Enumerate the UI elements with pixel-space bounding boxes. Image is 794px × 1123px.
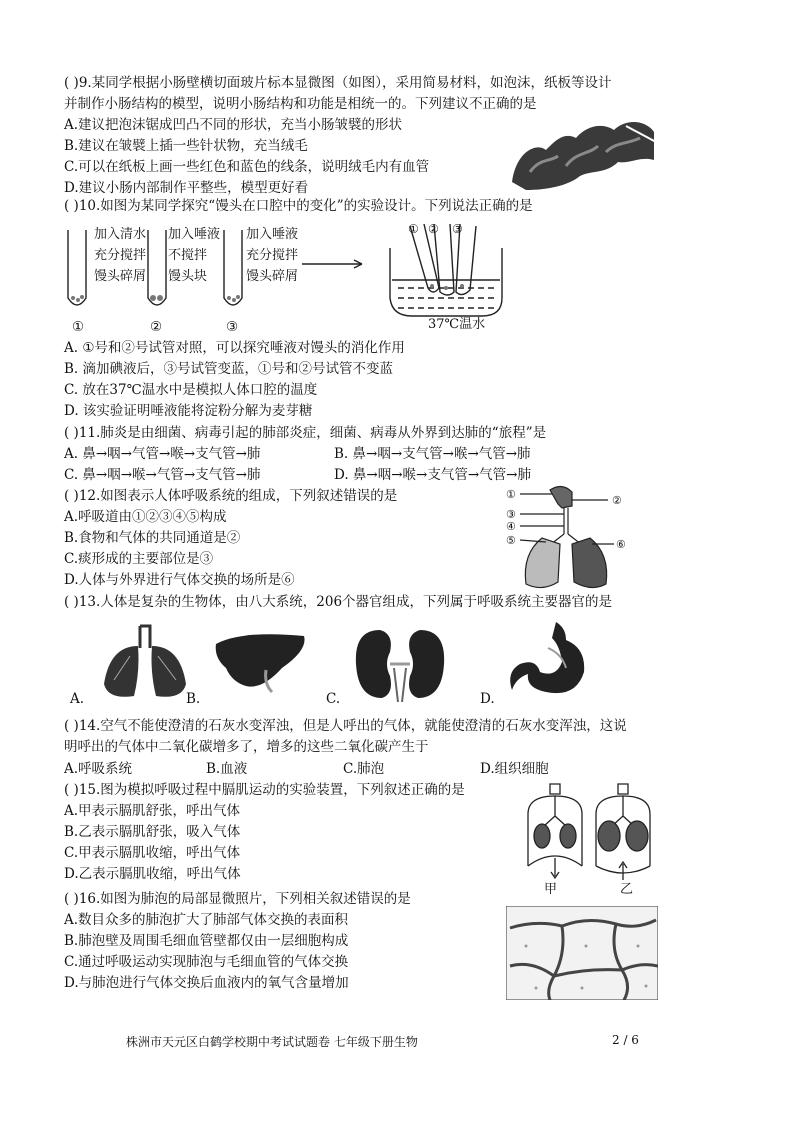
tube-num-2: ② bbox=[150, 319, 163, 335]
diaphragm-model-diagram bbox=[520, 780, 660, 882]
liver-image bbox=[212, 630, 308, 700]
tube-num-3: ③ bbox=[226, 319, 239, 335]
q14-stem-line1: ( )14.空气不能使澄清的石灰水变浑浊，但是人呼出的气体，就能使澄清的石灰水变浑浊，这说 bbox=[64, 718, 627, 734]
q16-option-d: D.与肺泡进行气体交换后血液内的氧气含量增加 bbox=[64, 975, 349, 991]
tube3-labels bbox=[246, 224, 298, 287]
q9-option-b: B.建议在皱襞上插一些针状物，充当绒毛 bbox=[64, 138, 308, 154]
fig-num-2: ② bbox=[612, 494, 622, 507]
q14-stem-line2: 明呼出的气体中二氧化碳增多了，增多的这些二氧化碳产生于 bbox=[64, 739, 429, 755]
q13-stem: ( )13.人体是复杂的生物体，由八大系统，206个器官组成，下列属于呼吸系统主要器官的是 bbox=[64, 594, 613, 610]
q12-option-c: C.痰形成的主要部位是③ bbox=[64, 551, 214, 567]
tube3-line3: 馒头碎屑 bbox=[246, 269, 299, 284]
beaker-tube-num-1: ① bbox=[408, 222, 419, 236]
q15-option-a: A.甲表示膈肌舒张，呼出气体 bbox=[64, 803, 241, 819]
q10-stem: ( )10.如图为某同学探究“馒头在口腔中的变化”的实验设计。下列说法正确的是 bbox=[64, 198, 533, 214]
q15-option-d: D.乙表示膈肌收缩，呼出气体 bbox=[64, 866, 241, 882]
tube2-line1: 加入唾液 bbox=[168, 227, 221, 242]
q14-option-c: C.肺泡 bbox=[343, 761, 385, 777]
tube1-line3: 馒头碎屑 bbox=[94, 269, 147, 284]
q12-stem: ( )12.如图表示人体呼吸系统的组成，下列叙述错误的是 bbox=[64, 488, 398, 504]
q11-option-b: B. 鼻→咽→支气管→喉→气管→肺 bbox=[334, 446, 531, 462]
q10-option-d: D. 该实验证明唾液能将淀粉分解为麦芽糖 bbox=[64, 403, 313, 419]
tube2-labels bbox=[168, 224, 220, 287]
q16-option-a: A.数目众多的肺泡扩大了肺部气体交换的表面积 bbox=[64, 912, 349, 928]
q15-stem: ( )15.图为模拟呼吸过程中膈肌运动的实验装置，下列叙述正确的是 bbox=[64, 782, 465, 798]
tube1-line2: 充分搅拌 bbox=[94, 248, 147, 263]
tube3-line1: 加入唾液 bbox=[246, 227, 299, 242]
q14-option-d: D.组织细胞 bbox=[480, 761, 549, 777]
q11-option-c: C. 鼻→咽→喉→气管→支气管→肺 bbox=[64, 467, 261, 483]
fig-num-1: ① bbox=[506, 488, 516, 501]
tube2-line3: 馒头块 bbox=[168, 269, 208, 284]
tube2-line2: 不搅拌 bbox=[168, 248, 208, 263]
q14-option-a: A.呼吸系统 bbox=[64, 761, 133, 777]
q9-option-a: A.建议把泡沫锯成凹凸不同的形状，充当小肠皱襞的形状 bbox=[64, 117, 403, 133]
q13-label-a: A. bbox=[70, 691, 85, 707]
q14-option-b: B.血液 bbox=[206, 761, 248, 777]
fig-num-5: ⑤ bbox=[506, 534, 516, 547]
fig-num-3: ③ bbox=[506, 508, 516, 521]
q11-stem: ( )11.肺炎是由细菌、病毒引起的肺部炎症，细菌、病毒从外界到达肺的“旅程”是 bbox=[64, 425, 547, 441]
beaker-tube-num-3: ③ bbox=[452, 222, 463, 236]
footer-title: 株洲市天元区白鹤学校期中考试试题卷 七年级下册生物 bbox=[126, 1035, 418, 1049]
label-jia: 甲 bbox=[544, 882, 558, 897]
intestine-micrograph-image bbox=[506, 112, 658, 194]
beaker-label: 37℃温水 bbox=[428, 317, 486, 332]
q12-option-d: D.人体与外界进行气体交换的场所是⑥ bbox=[64, 572, 295, 588]
q13-label-b: B. bbox=[186, 691, 201, 707]
kidneys-image bbox=[350, 624, 450, 704]
tube3-line2: 充分搅拌 bbox=[246, 248, 299, 263]
q16-option-c: C.通过呼吸运动实现肺泡与毛细血管的气体交换 bbox=[64, 954, 349, 970]
label-yi: 乙 bbox=[620, 882, 634, 897]
stomach-image bbox=[506, 618, 590, 704]
q9-option-c: C.可以在纸板上画一些红色和蓝色的线条，说明绒毛内有血管 bbox=[64, 159, 430, 175]
q11-option-a: A. 鼻→咽→气管→喉→支气管→肺 bbox=[64, 446, 261, 462]
q15-option-b: B.乙表示膈肌舒张，吸入气体 bbox=[64, 824, 241, 840]
q9-stem-line2: 并制作小肠结构的模型，说明小肠结构和功能是相统一的。下列建议不正确的是 bbox=[64, 96, 537, 112]
lungs-image bbox=[100, 622, 190, 702]
q9-option-d: D.建议小肠内部制作平整些，模型更好看 bbox=[64, 180, 309, 196]
q16-stem: ( )16.如图为肺泡的局部显微照片，下列相关叙述错误的是 bbox=[64, 891, 411, 907]
tube1-labels bbox=[94, 224, 146, 287]
tube-num-1: ① bbox=[72, 319, 85, 335]
q13-label-c: C. bbox=[326, 691, 341, 707]
page-number: 2 / 6 bbox=[612, 1033, 639, 1047]
q13-label-d: D. bbox=[480, 691, 495, 707]
respiratory-system-diagram bbox=[502, 484, 632, 596]
q10-option-c: C. 放在37℃温水中是模拟人体口腔的温度 bbox=[64, 382, 318, 398]
fig-num-4: ④ bbox=[506, 520, 516, 533]
q9-stem-line1: ( )9.某同学根据小肠壁横切面玻片标本显微图（如图），采用简易材料，如泡沫，纸板等设计 bbox=[64, 75, 612, 91]
alveoli-micrograph-image bbox=[506, 906, 658, 1000]
q15-option-c: C.甲表示膈肌收缩，呼出气体 bbox=[64, 845, 241, 861]
q16-option-b: B.肺泡壁及周围毛细血管壁都仅由一层细胞构成 bbox=[64, 933, 349, 949]
tube1-line1: 加入清水 bbox=[94, 227, 147, 242]
q10-option-a: A. ①号和②号试管对照，可以探究唾液对馒头的消化作用 bbox=[64, 340, 405, 356]
q12-option-b: B.食物和气体的共同通道是② bbox=[64, 530, 241, 546]
fig-num-6: ⑥ bbox=[616, 538, 626, 551]
q10-option-b: B. 滴加碘液后，③号试管变蓝，①号和②号试管不变蓝 bbox=[64, 361, 394, 377]
q11-option-d: D. 鼻→咽→喉→支气管→气管→肺 bbox=[334, 467, 531, 483]
beaker-tube-num-2: ② bbox=[428, 222, 439, 236]
q12-option-a: A.呼吸道由①②③④⑤构成 bbox=[64, 509, 227, 525]
